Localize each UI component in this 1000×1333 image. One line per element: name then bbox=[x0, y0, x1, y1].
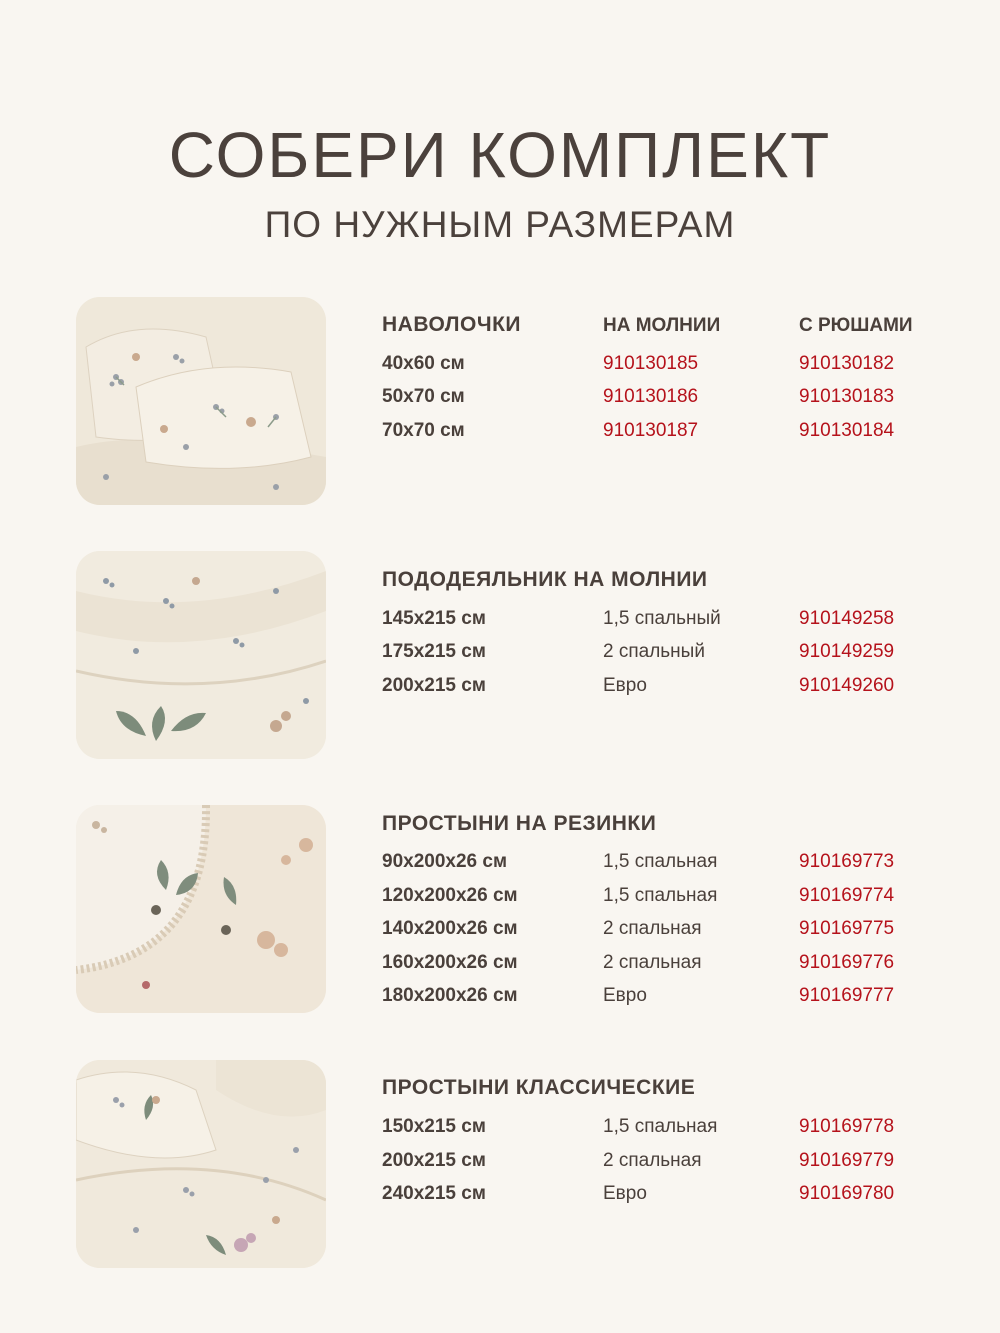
table-row bbox=[0, 1116, 1000, 1142]
section-title-classic-sheets: ПРОСТЫНИ КЛАССИЧЕСКИЕ bbox=[382, 1076, 696, 1099]
table-row bbox=[0, 386, 1000, 412]
size-cell: 140х200х26 см bbox=[382, 918, 518, 939]
size-cell: 120х200х26 см bbox=[382, 885, 518, 906]
bed-type-cell: 1,5 спальная bbox=[603, 1116, 718, 1137]
table-row bbox=[0, 420, 1000, 446]
table-row bbox=[0, 608, 1000, 634]
article-cell: 910130182 bbox=[799, 353, 895, 374]
bed-type-cell: 1,5 спальный bbox=[603, 608, 721, 629]
article-cell: 910130186 bbox=[603, 386, 699, 407]
size-cell: 200х215 см bbox=[382, 675, 486, 696]
table-row bbox=[0, 985, 1000, 1011]
size-cell: 40х60 см bbox=[382, 353, 465, 374]
table-row bbox=[0, 952, 1000, 978]
size-cell: 145х215 см bbox=[382, 608, 486, 629]
size-cell: 150х215 см bbox=[382, 1116, 486, 1137]
bed-type-cell: 1,5 спальная bbox=[603, 851, 718, 872]
size-cell: 160х200х26 см bbox=[382, 952, 518, 973]
table-row bbox=[0, 1150, 1000, 1176]
article-cell: 910149259 bbox=[799, 641, 895, 662]
article-cell: 910149258 bbox=[799, 608, 895, 629]
size-cell: 200х215 см bbox=[382, 1150, 486, 1171]
page-subtitle: ПО НУЖНЫМ РАЗМЕРАМ bbox=[264, 204, 736, 245]
table-row bbox=[0, 641, 1000, 667]
section-title-fitted-sheets: ПРОСТЫНИ НА РЕЗИНКИ bbox=[382, 812, 657, 835]
table-row bbox=[0, 885, 1000, 911]
article-cell: 910169775 bbox=[799, 918, 895, 939]
article-cell: 910169777 bbox=[799, 985, 895, 1006]
table-row bbox=[0, 675, 1000, 701]
table-row bbox=[0, 851, 1000, 877]
section-title-pillowcases: НАВОЛОЧКИ bbox=[382, 313, 522, 336]
article-cell: 910130183 bbox=[799, 386, 895, 407]
size-cell: 70х70 см bbox=[382, 420, 465, 441]
bed-type-cell: 1,5 спальная bbox=[603, 885, 718, 906]
size-cell: 50х70 см bbox=[382, 386, 465, 407]
table-row bbox=[0, 353, 1000, 379]
bed-type-cell: Евро bbox=[603, 985, 647, 1006]
article-cell: 910169774 bbox=[799, 885, 895, 906]
article-cell: 910169773 bbox=[799, 851, 895, 872]
size-cell: 90х200х26 см bbox=[382, 851, 508, 872]
article-cell: 910130187 bbox=[603, 420, 699, 441]
size-cell: 180х200х26 см bbox=[382, 985, 518, 1006]
table-row bbox=[0, 1183, 1000, 1209]
section-title-duvet: ПОДОДЕЯЛЬНИК НА МОЛНИИ bbox=[382, 568, 708, 591]
bed-type-cell: Евро bbox=[603, 675, 647, 696]
article-cell: 910130184 bbox=[799, 420, 895, 441]
size-cell: 175х215 см bbox=[382, 641, 486, 662]
article-cell: 910149260 bbox=[799, 675, 895, 696]
article-cell: 910169778 bbox=[799, 1116, 895, 1137]
bed-type-cell: 2 спальная bbox=[603, 1150, 702, 1171]
article-cell: 910130185 bbox=[603, 353, 699, 374]
page-title: СОБЕРИ КОМПЛЕКТ bbox=[168, 119, 832, 191]
size-cell: 240х215 см bbox=[382, 1183, 486, 1204]
column-header-zip: НА МОЛНИИ bbox=[603, 315, 721, 336]
bed-type-cell: 2 спальная bbox=[603, 952, 702, 973]
article-cell: 910169779 bbox=[799, 1150, 895, 1171]
table-row bbox=[0, 918, 1000, 944]
column-header-ruffle: С РЮШАМИ bbox=[799, 315, 913, 336]
bed-type-cell: Евро bbox=[603, 1183, 647, 1204]
bed-type-cell: 2 спальная bbox=[603, 918, 702, 939]
article-cell: 910169776 bbox=[799, 952, 895, 973]
bed-type-cell: 2 спальный bbox=[603, 641, 705, 662]
article-cell: 910169780 bbox=[799, 1183, 895, 1204]
